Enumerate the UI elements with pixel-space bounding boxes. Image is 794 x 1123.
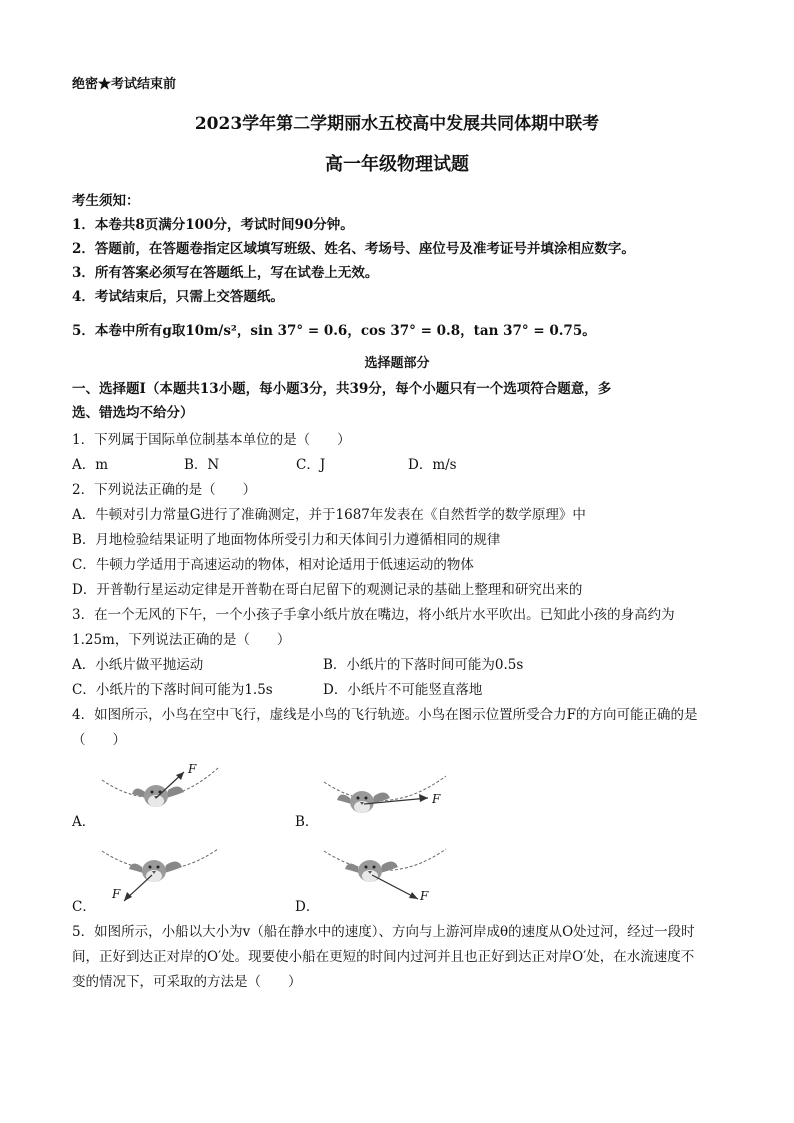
q4-figure-b bbox=[322, 770, 452, 830]
q1-option-a: A．m bbox=[72, 457, 109, 473]
q4-option-d: D． bbox=[295, 899, 320, 915]
q4-figure-c bbox=[100, 845, 220, 907]
q4-figure-d bbox=[322, 845, 452, 907]
q5-stem-line1: 5．如图所示，小船以大小为v（船在静水中的速度）、方向与上游河岸成θ的速度从O处过河，经过一段时 bbox=[72, 924, 695, 940]
q4-stem-line1: 4．如图所示，小鸟在空中飞行，虚线是小鸟的飞行轨迹。小鸟在图示位置所受合力F的方向可能正确的是 bbox=[72, 707, 698, 723]
force-label: F bbox=[188, 762, 197, 776]
q1-option-c: C．J bbox=[296, 457, 326, 473]
bird-icon bbox=[345, 860, 398, 882]
secret-label: 绝密★考试结束前 bbox=[72, 77, 177, 92]
q1-stem: 1．下列属于国际单位制基本单位的是（ ） bbox=[72, 432, 351, 448]
q1-option-d: D．m/s bbox=[408, 457, 457, 473]
notice-heading: 考生须知： bbox=[72, 193, 140, 209]
notice-item-3: 3．所有答案必须写在答题纸上，写在试卷上无效。 bbox=[72, 265, 379, 281]
section-title: 选择题部分 bbox=[364, 356, 430, 371]
notice-item-2: 2．答题前，在答题卷指定区域填写班级、姓名、考场号、座位号及准考证号并填涂相应数字。 bbox=[72, 241, 635, 257]
notice-item-4: 4．考试结束后，只需上交答题纸。 bbox=[72, 289, 284, 305]
q4-option-c: C． bbox=[72, 899, 96, 915]
q4-option-a: A． bbox=[72, 814, 96, 830]
q2-option-c: C．牛顿力学适用于高速运动的物体，相对论适用于低速运动的物体 bbox=[72, 557, 474, 573]
q3-stem-line2: 1.25m，下列说法正确的是（ ） bbox=[72, 632, 291, 648]
q5-stem-line2: 间，正好到达正对岸的O′处。现要使小船在更短的时间内过河并且也正好到达正对岸O′处，在水流速度不 bbox=[72, 949, 695, 965]
q3-option-d: D．小纸片不可能竖直落地 bbox=[323, 682, 483, 698]
q5-stem-line3: 变的情况下，可采取的方法是（ ） bbox=[72, 974, 302, 990]
section-intro-line1: 一、选择题Ⅰ（本题共13小题，每小题3分，共39分，每个小题只有一个选项符合题意，多 bbox=[72, 381, 612, 397]
section-intro-line2: 选、错选均不给分） bbox=[72, 405, 194, 421]
q4-option-b: B． bbox=[295, 814, 319, 830]
q2-option-b: B．月地检验结果证明了地面物体所受引力和天体间引力遵循相同的规律 bbox=[72, 532, 501, 548]
force-label: F bbox=[420, 889, 429, 903]
q3-option-c: C．小纸片的下落时间可能为1.5s bbox=[72, 682, 273, 698]
q2-option-d: D．开普勒行星运动定律是开普勒在哥白尼留下的观测记录的基础上整理和研究出来的 bbox=[72, 582, 583, 598]
notice-item-1: 1．本卷共8页满分100分，考试时间90分钟。 bbox=[72, 217, 354, 233]
force-label: F bbox=[112, 887, 121, 901]
q4-stem-line2: （ ） bbox=[72, 732, 126, 748]
q2-stem: 2．下列说法正确的是（ ） bbox=[72, 482, 257, 498]
q3-stem-line1: 3．在一个无风的下午，一个小孩子手拿小纸片放在嘴边，将小纸片水平吹出。已知此小孩的身高约为 bbox=[72, 607, 675, 623]
q2-option-a: A．牛顿对引力常量G进行了准确测定，并于1687年发表在《自然哲学的数学原理》中 bbox=[72, 507, 586, 523]
q1-option-b: B．N bbox=[184, 457, 220, 473]
notice-item-5: 5．本卷中所有g取10m/s²，sin 37° = 0.6，cos 37° = 0.8，tan 37° = 0.75。 bbox=[72, 323, 596, 339]
exam-subtitle: 高一年级物理试题 bbox=[325, 154, 469, 175]
q3-option-b: B．小纸片的下落时间可能为0.5s bbox=[323, 657, 524, 673]
bird-icon bbox=[129, 860, 182, 882]
q3-option-a: A．小纸片做平抛运动 bbox=[72, 657, 204, 673]
exam-title: 2023学年第二学期丽水五校高中发展共同体期中联考 bbox=[194, 114, 600, 134]
q4-figure-a bbox=[100, 758, 220, 828]
force-label: F bbox=[432, 792, 441, 806]
